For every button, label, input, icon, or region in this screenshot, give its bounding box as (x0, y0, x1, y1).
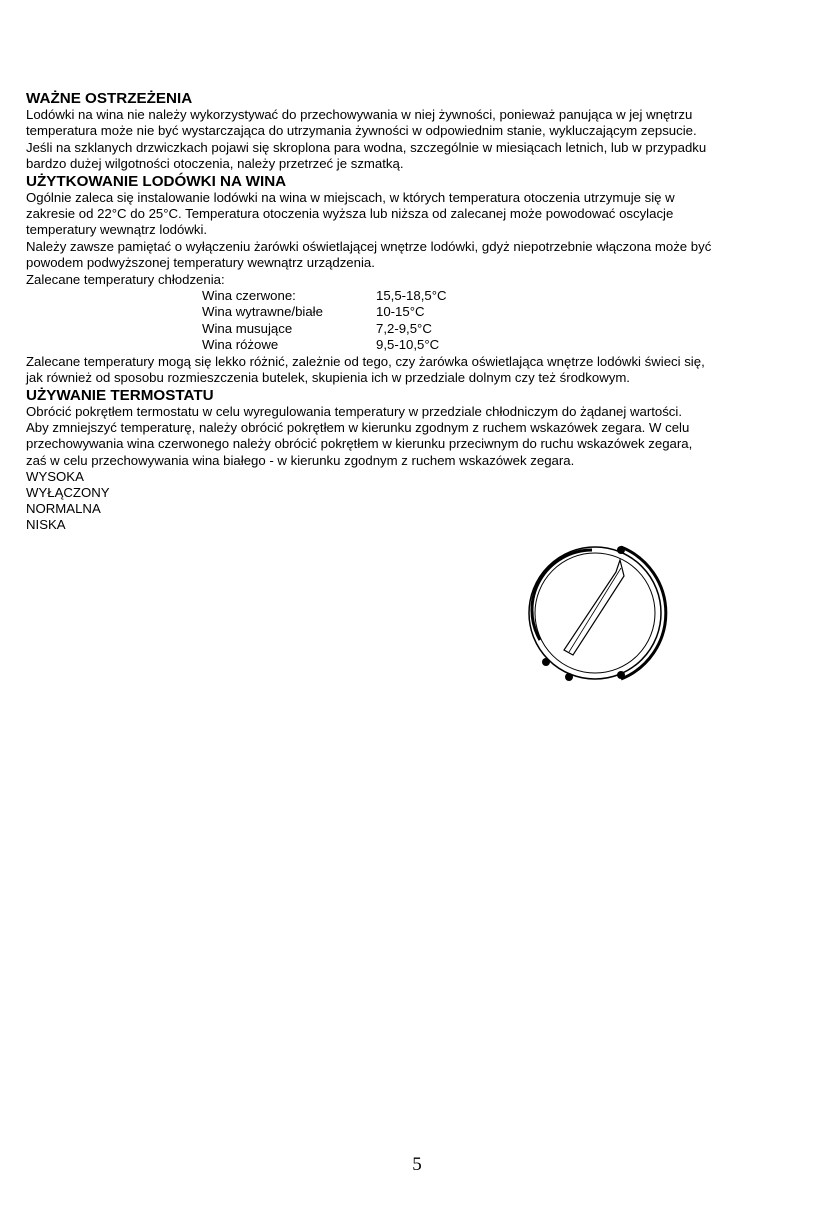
label-off: WYŁĄCZONY (26, 485, 110, 501)
temperature-row (202, 337, 806, 353)
thermostat-line: Obrócić pokrętłem termostatu w celu wyregulowania temperatury w przedziale chłodniczym do żądanej wartości. (26, 403, 682, 419)
heading-thermostat: UŻYWANIE TERMOSTATU (26, 386, 214, 404)
temperature-range: 10-15°C (376, 304, 425, 320)
usage-line: zakresie od 22°C do 25°C. Temperatura otoczenia wyższa lub niższa od zalecanej może powodować oscylacje (26, 206, 674, 222)
wine-type: Wina czerwone: (202, 288, 296, 304)
warnings-line: Jeśli na szklanych drzwiczkach pojawi się skroplona para wodna, szczególnie w miesiącach letnich, lub w przypadku (26, 139, 707, 155)
thermostat-dial-illustration (520, 538, 670, 688)
thermostat-line: przechowywania wina czerwonego należy obrócić pokrętłem w kierunku przeciwnym do ruchu wskazówek zegara, (26, 436, 693, 452)
usage-note-line: Zalecane temperatury mogą się lekko różnić, zależnie od tego, czy żarówka oświetlająca wnętrze lodówki świeci się, (26, 353, 705, 369)
temperature-table (202, 288, 806, 354)
temperature-row (202, 321, 806, 337)
document-body (26, 90, 806, 533)
usage-line: Ogólnie zaleca się instalowanie lodówki na wina w miejscach, w których temperatura otoczenia utrzymuje się w (26, 189, 675, 205)
wine-type: Wina różowe (202, 337, 279, 353)
wine-type: Wina musujące (202, 320, 293, 336)
temperature-row (202, 288, 806, 304)
heading-warnings: WAŻNE OSTRZEŻENIA (26, 90, 193, 107)
temperature-row (202, 304, 806, 320)
usage-line: temperatury wewnątrz lodówki. (26, 222, 208, 238)
label-normal: NORMALNA (26, 501, 101, 517)
thermostat-line: zaś w celu przechowywania wina białego - w kierunku zgodnym z ruchem wskazówek zegara. (26, 452, 575, 468)
dial-pointer-line (569, 568, 621, 652)
dial-dot-left (542, 658, 550, 666)
wine-type: Wina wytrawne/białe (202, 304, 323, 320)
heading-usage: UŻYTKOWANIE LODÓWKI NA WINA (26, 172, 287, 190)
usage-line: powodem podwyższonej temperatury wewnątrz urządzenia. (26, 255, 375, 271)
label-high: WYSOKA (26, 469, 84, 485)
thermostat-labels (26, 469, 806, 533)
warnings-line: bardzo dużej wilgotności otoczenia, należy przetrzeć je szmatką. (26, 156, 404, 172)
dial-pointer-icon (564, 560, 624, 655)
dial-dot-bottom (565, 673, 573, 681)
dial-dot-top (617, 546, 625, 554)
label-low: NISKA (26, 517, 66, 533)
usage-line: Zalecane temperatury chłodzenia: (26, 271, 225, 287)
usage-line: Należy zawsze pamiętać o wyłączeniu żarówki oświetlającej wnętrze lodówki, gdyż niepotrzebnie włączona może być (26, 238, 712, 254)
thermostat-line: Aby zmniejszyć temperaturę, należy obrócić pokrętłem w kierunku zgodnym z ruchem wskazówek zegara. W celu (26, 419, 690, 435)
dial-dot-right (617, 671, 625, 679)
temperature-range: 7,2-9,5°C (376, 320, 432, 336)
temperature-range: 15,5-18,5°C (376, 288, 447, 304)
page-number: 5 (412, 1154, 422, 1175)
warnings-line: temperatura może nie być wystarczająca do utrzymania żywności w odpowiednim stanie, wykluczającym zepsucie. (26, 123, 697, 139)
dial-scale-arc (621, 547, 666, 679)
temperature-range: 9,5-10,5°C (376, 337, 440, 353)
dial-inner-circle (535, 553, 655, 673)
usage-note-line: jak również od sposobu rozmieszczenia butelek, skupienia ich w przedziale dolnym czy też środkowym. (26, 370, 630, 386)
warnings-line: Lodówki na wina nie należy wykorzystywać do przechowywania w niej żywności, ponieważ panująca w jej wnętrzu (26, 107, 693, 122)
